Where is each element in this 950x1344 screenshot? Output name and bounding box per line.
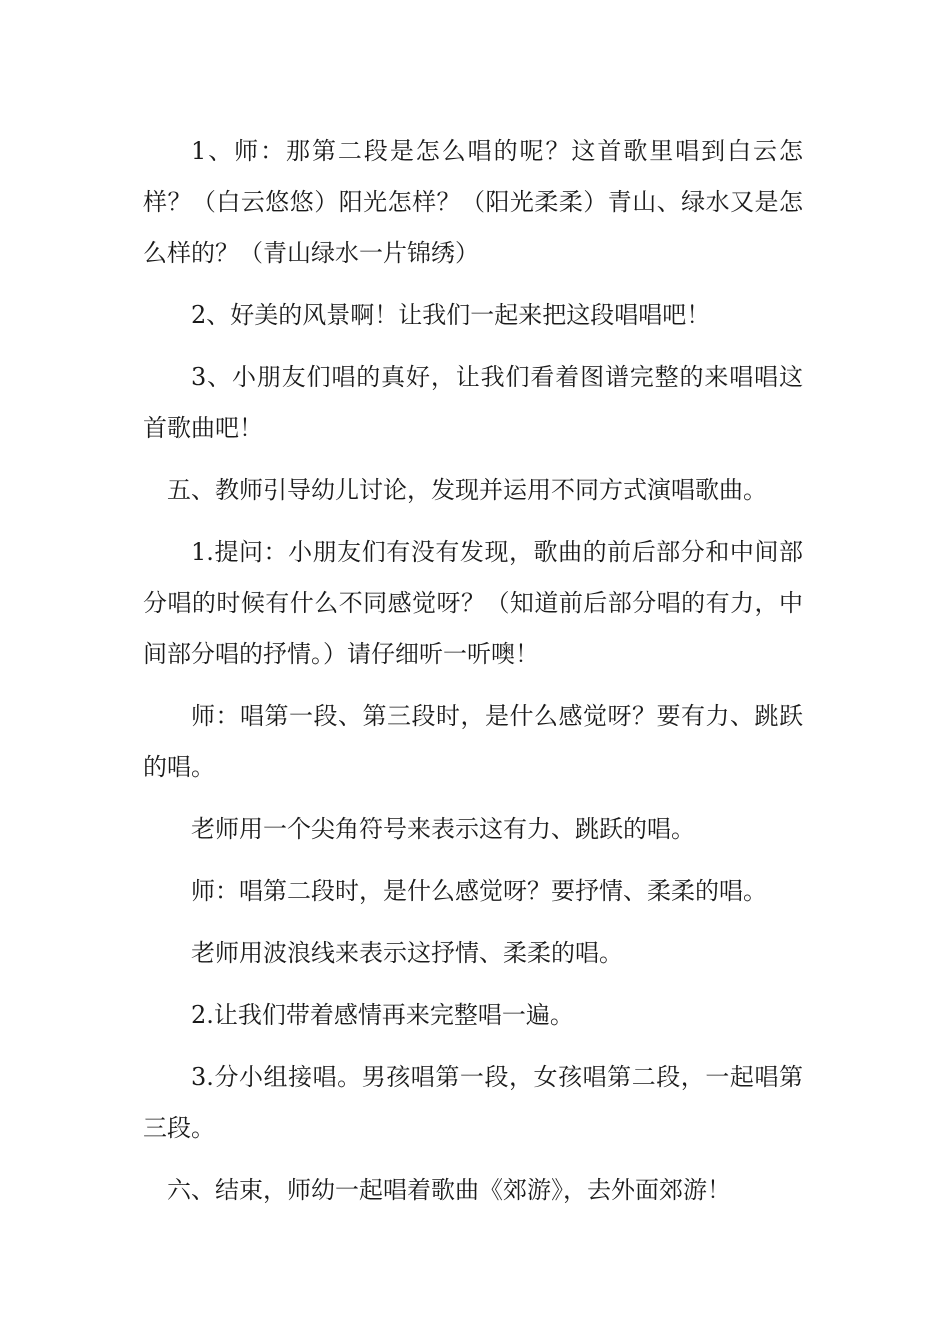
paragraph-teacher-first-third: 师：唱第一段、第三段时，是什么感觉呀？要有力、跳跃的唱。 bbox=[143, 702, 803, 781]
paragraph-question-second-verse: 1、师：那第二段是怎么唱的呢？这首歌里唱到白云怎样？（白云悠悠）阳光怎样？（阳光柔柔）青山、绿水又是怎么样的？（青山绿水一片锦绣） bbox=[143, 137, 803, 267]
paragraph-sing-with-feeling: 2.让我们带着感情再来完整唱一遍。 bbox=[191, 1001, 574, 1029]
paragraph-group-singing: 3.分小组接唱。男孩唱第一段，女孩唱第二段，一起唱第三段。 bbox=[143, 1063, 803, 1142]
document-body bbox=[143, 126, 803, 1227]
paragraph-question-difference: 1.提问：小朋友们有没有发现，歌曲的前后部分和中间部分唱的时候有什么不同感觉呀？（知道前后部分唱的有力，中间部分唱的抒情。）请仔细听一听噢！ bbox=[143, 538, 803, 668]
paragraph-sing-together: 2、好美的风景啊！让我们一起来把这段唱唱吧！ bbox=[191, 301, 711, 329]
paragraph-wave-line: 老师用波浪线来表示这抒情、柔柔的唱。 bbox=[191, 939, 623, 967]
section-heading-six: 六、结束，师幼一起唱着歌曲《郊游》，去外面郊游！ bbox=[167, 1176, 731, 1204]
paragraph-sing-full-song: 3、小朋友们唱的真好，让我们看着图谱完整的来唱唱这首歌曲吧！ bbox=[143, 363, 803, 442]
paragraph-sharp-symbol: 老师用一个尖角符号来表示这有力、跳跃的唱。 bbox=[191, 815, 695, 843]
paragraph-teacher-second: 师：唱第二段时，是什么感觉呀？要抒情、柔柔的唱。 bbox=[191, 877, 767, 905]
section-heading-five: 五、教师引导幼儿讨论，发现并运用不同方式演唱歌曲。 bbox=[167, 476, 767, 504]
